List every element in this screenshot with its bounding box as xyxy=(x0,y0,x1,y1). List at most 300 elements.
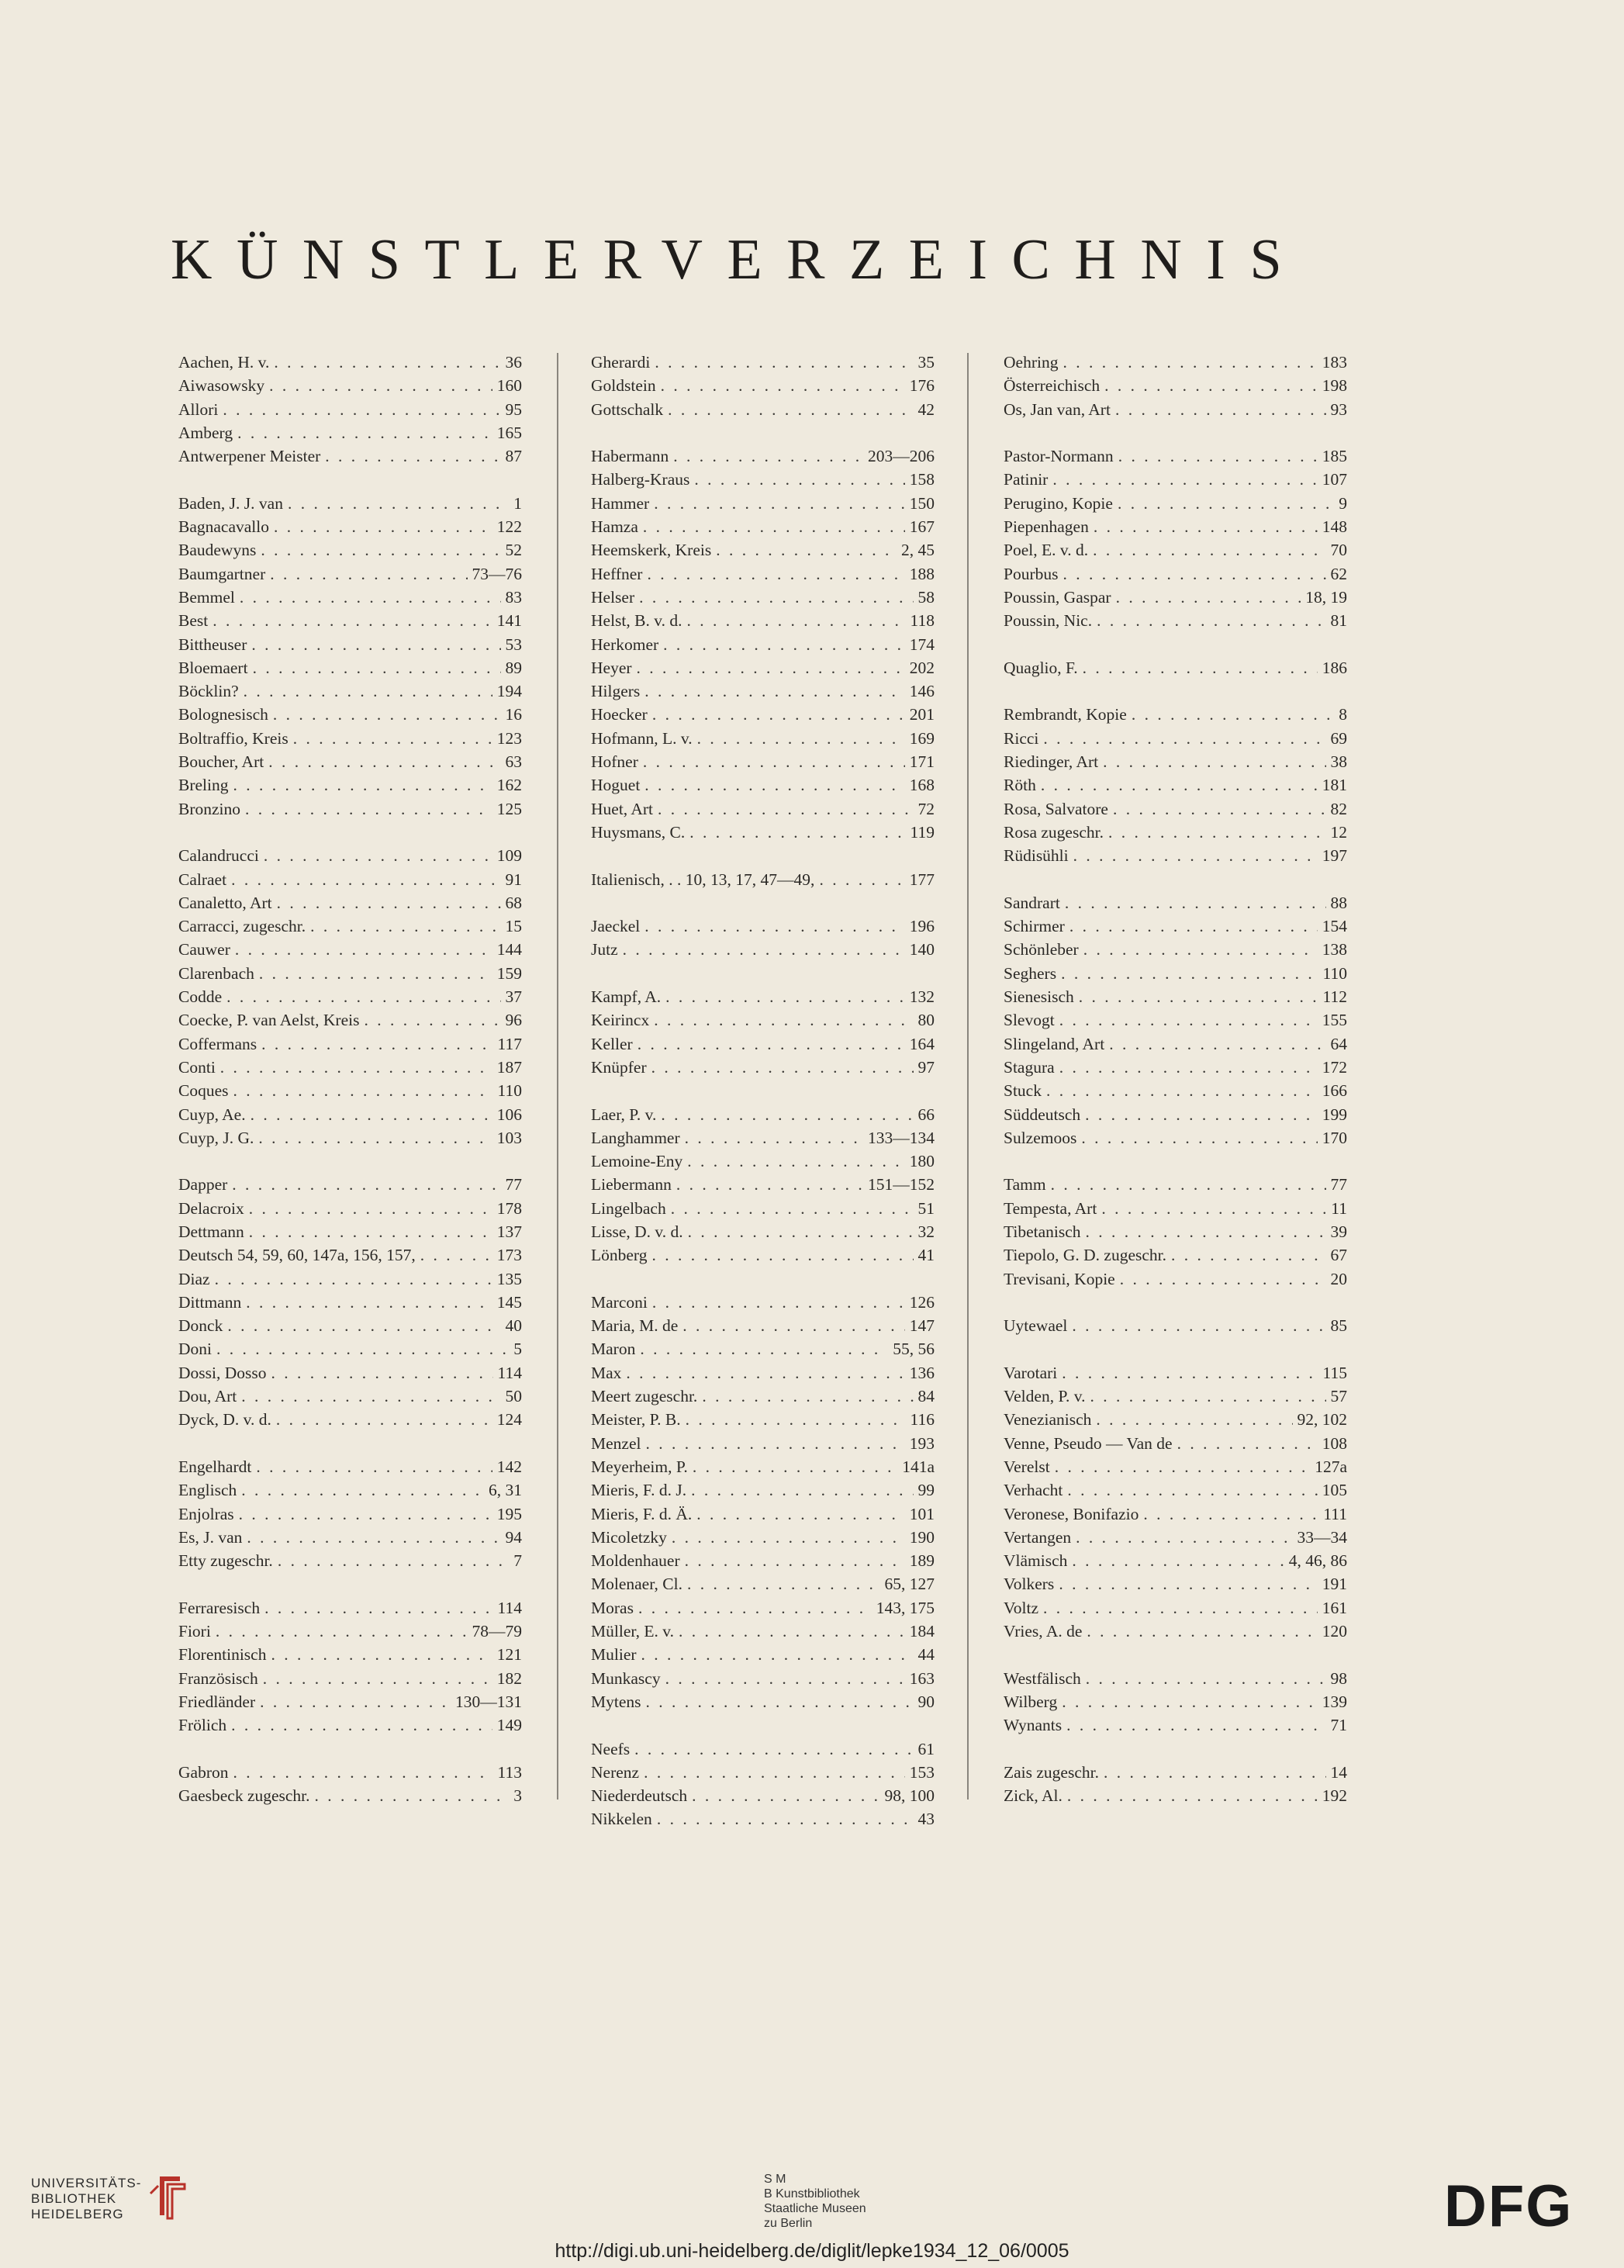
catalog-number: 67 xyxy=(1330,1246,1347,1265)
catalog-number: 133—134 xyxy=(868,1128,935,1147)
catalog-number: 39 xyxy=(1330,1222,1347,1241)
index-entry xyxy=(178,398,522,421)
artist-name: Goldstein xyxy=(591,376,656,396)
artist-name: Gottschalk xyxy=(591,399,664,419)
artist-name: Calraet xyxy=(178,870,227,889)
index-entry xyxy=(591,868,935,891)
index-entry xyxy=(591,586,935,609)
artist-name: Lingelbach xyxy=(591,1198,666,1218)
catalog-number: 171 xyxy=(909,752,935,772)
dot-leader xyxy=(646,1690,914,1713)
index-entry xyxy=(1004,1267,1347,1291)
index-entry xyxy=(178,421,522,444)
artist-name: Max xyxy=(591,1363,622,1382)
letter-group-gap xyxy=(1004,1291,1347,1314)
artist-name: Österreichisch xyxy=(1004,376,1101,396)
dot-leader xyxy=(688,1220,914,1243)
artist-name: Moras xyxy=(591,1598,634,1617)
index-entry xyxy=(1004,1502,1347,1526)
catalog-number: 201 xyxy=(909,705,935,724)
artist-name: Nikkelen xyxy=(591,1810,652,1829)
dot-leader xyxy=(233,1761,492,1784)
dot-leader xyxy=(1067,1478,1317,1502)
dot-leader xyxy=(213,609,492,632)
dot-leader xyxy=(689,821,905,844)
dot-leader xyxy=(1096,1408,1292,1431)
index-entry xyxy=(591,727,935,750)
artist-name: Dittmann xyxy=(178,1292,242,1312)
dot-leader xyxy=(682,1314,905,1337)
catalog-number: 63 xyxy=(505,752,522,772)
catalog-number: 197 xyxy=(1322,846,1347,866)
dot-leader xyxy=(249,1197,492,1220)
dot-leader xyxy=(270,562,467,586)
catalog-number: 77 xyxy=(505,1175,522,1195)
index-entry xyxy=(591,1408,935,1431)
artist-name: Hilgers xyxy=(591,682,641,701)
artist-name: Slevogt xyxy=(1004,1011,1055,1030)
letter-group-gap xyxy=(591,844,935,867)
dot-leader xyxy=(652,703,905,726)
letter-group-gap xyxy=(1004,1337,1347,1360)
artist-name: Habermann xyxy=(591,447,669,466)
index-entry xyxy=(1004,468,1347,491)
index-entry xyxy=(1004,398,1347,421)
artist-name: Wilberg xyxy=(1004,1692,1058,1711)
letter-group-gap xyxy=(178,1150,522,1173)
dot-leader xyxy=(216,1620,468,1643)
dot-leader xyxy=(1097,609,1325,632)
catalog-number: 87 xyxy=(505,447,522,466)
dot-leader xyxy=(1103,750,1325,773)
catalog-number: 111 xyxy=(1323,1504,1347,1523)
index-entry xyxy=(178,1549,522,1572)
dot-leader xyxy=(240,586,501,609)
catalog-number: 196 xyxy=(909,917,935,936)
index-entry xyxy=(178,562,522,586)
index-entry xyxy=(1004,1690,1347,1713)
catalog-number: 84 xyxy=(917,1387,935,1406)
artist-name: Sandrart xyxy=(1004,893,1060,912)
artist-name: Cuyp, J. G. xyxy=(178,1128,254,1147)
catalog-number: 165 xyxy=(496,423,522,442)
catalog-number: 120 xyxy=(1322,1622,1347,1641)
catalog-number: 14 xyxy=(1330,1762,1347,1782)
dot-leader xyxy=(315,1784,510,1807)
artist-name: Hamza xyxy=(591,517,638,537)
catalog-number: 166 xyxy=(1322,1081,1347,1101)
artist-name: Perugino, Kopie xyxy=(1004,493,1113,513)
catalog-number: 160 xyxy=(496,376,522,396)
artist-name: Keller xyxy=(591,1034,633,1053)
letter-group-gap xyxy=(1004,679,1347,703)
catalog-number: 172 xyxy=(1322,1057,1347,1077)
dot-leader xyxy=(231,1713,492,1737)
artist-name: Vries, A. de xyxy=(1004,1622,1083,1641)
dot-leader xyxy=(716,538,897,562)
dot-leader xyxy=(1061,962,1318,985)
artist-name: Patinir xyxy=(1004,470,1049,489)
dot-leader xyxy=(623,938,905,961)
index-entry xyxy=(591,351,935,374)
dot-leader xyxy=(264,1596,492,1620)
artist-name: Allori xyxy=(178,399,219,419)
catalog-number: 169 xyxy=(909,728,935,748)
artist-name: Velden, P. v. xyxy=(1004,1387,1086,1406)
index-entry xyxy=(591,1478,935,1502)
index-entry xyxy=(178,1079,522,1102)
index-entry xyxy=(591,1032,935,1056)
index-entry xyxy=(1004,1549,1347,1572)
index-entry xyxy=(178,773,522,797)
catalog-number: 41 xyxy=(917,1246,935,1265)
artist-name: Os, Jan van, Art xyxy=(1004,399,1111,419)
dot-leader xyxy=(1086,1220,1326,1243)
dot-leader xyxy=(293,727,492,750)
artist-name: Maria, M. de xyxy=(591,1316,679,1336)
catalog-number: 113 xyxy=(497,1762,522,1782)
catalog-number: 80 xyxy=(917,1011,935,1030)
artist-name: Volkers xyxy=(1004,1575,1055,1594)
artist-name: Meister, P. B. xyxy=(591,1410,681,1430)
catalog-number: 149 xyxy=(496,1716,522,1735)
artist-name: Boucher, Art xyxy=(178,752,264,772)
dot-leader xyxy=(661,374,905,397)
catalog-number: 116 xyxy=(910,1410,935,1430)
artist-name: Antwerpener Meister xyxy=(178,447,321,466)
artist-name: Herkomer xyxy=(591,634,659,654)
index-entry xyxy=(591,609,935,632)
source-url[interactable]: http://digi.ub.uni-heidelberg.de/diglit/lepke1934_12_06/0005 xyxy=(555,2240,1069,2262)
artist-name: Englisch xyxy=(178,1481,237,1500)
artist-name: Italienisch, . . 10, 13, 17, 47—49, xyxy=(591,870,815,889)
dot-leader xyxy=(1118,492,1334,515)
catalog-number: 92, 102 xyxy=(1297,1410,1347,1430)
dot-leader xyxy=(246,1291,492,1314)
artist-name: Müller, E. v. xyxy=(591,1622,675,1641)
catalog-number: 81 xyxy=(1330,611,1347,631)
artist-name: Munkascy xyxy=(591,1668,661,1688)
index-entry xyxy=(178,1032,522,1056)
artist-name: Breling xyxy=(178,776,229,795)
catalog-number: 77 xyxy=(1330,1175,1347,1195)
artist-name: Laer, P. v. xyxy=(591,1105,657,1124)
index-entry xyxy=(178,1337,522,1360)
index-entry xyxy=(591,985,935,1008)
dot-leader xyxy=(665,985,905,1008)
index-entry xyxy=(178,1478,522,1502)
index-entry xyxy=(178,1056,522,1079)
artist-name: Heemskerk, Kreis xyxy=(591,541,712,560)
artist-name: Florentinisch xyxy=(178,1645,267,1665)
artist-name: Slingeland, Art xyxy=(1004,1034,1105,1053)
artist-name: Huet, Art xyxy=(591,799,654,818)
index-entry xyxy=(591,1502,935,1526)
artist-name: Tamm xyxy=(1004,1175,1046,1195)
index-entry xyxy=(1004,1713,1347,1737)
dot-leader xyxy=(273,703,501,726)
catalog-number: 40 xyxy=(505,1316,522,1336)
letter-group-gap xyxy=(178,1572,522,1596)
dot-leader xyxy=(1104,374,1318,397)
dot-leader xyxy=(679,1620,905,1643)
index-entry xyxy=(1004,844,1347,867)
index-entry xyxy=(1004,1596,1347,1620)
dot-leader xyxy=(686,1408,906,1431)
catalog-number: 119 xyxy=(910,822,935,842)
index-entry xyxy=(178,444,522,468)
letter-group-gap xyxy=(591,1713,935,1737)
index-entry xyxy=(591,1220,935,1243)
catalog-number: 183 xyxy=(1322,353,1347,372)
catalog-number: 198 xyxy=(1322,376,1347,396)
dot-leader xyxy=(640,1337,888,1360)
index-entry xyxy=(591,1197,935,1220)
catalog-number: 7 xyxy=(513,1551,522,1571)
catalog-number: 126 xyxy=(909,1292,935,1312)
dot-leader xyxy=(1073,844,1318,867)
catalog-number: 9 xyxy=(1339,493,1347,513)
artist-name: Röth xyxy=(1004,776,1036,795)
dot-leader xyxy=(668,398,913,421)
catalog-number: 145 xyxy=(496,1292,522,1312)
artist-name: Liebermann xyxy=(591,1175,672,1195)
artist-name: Kampf, A. xyxy=(591,987,662,1007)
index-entry xyxy=(591,938,935,961)
artist-name: Rembrandt, Kopie xyxy=(1004,705,1127,724)
dot-leader xyxy=(256,1455,492,1478)
artist-name: Schönleber xyxy=(1004,940,1079,959)
catalog-number: 103 xyxy=(496,1128,522,1147)
index-entry xyxy=(1004,727,1347,750)
catalog-number: 192 xyxy=(1322,1786,1347,1806)
index-entry xyxy=(1004,891,1347,914)
index-entry xyxy=(1004,1126,1347,1150)
footer xyxy=(0,2149,1624,2268)
index-entry xyxy=(591,750,935,773)
catalog-number: 117 xyxy=(497,1034,522,1053)
catalog-number: 71 xyxy=(1330,1716,1347,1735)
artist-name: Carracci, zugeschr. xyxy=(178,917,306,936)
artist-name: Knüpfer xyxy=(591,1057,647,1077)
letter-group-gap xyxy=(178,821,522,844)
catalog-number: 44 xyxy=(917,1645,935,1665)
artist-name: Baden, J. J. van xyxy=(178,493,283,513)
catalog-number: 182 xyxy=(496,1668,522,1688)
catalog-number: 20 xyxy=(1330,1269,1347,1288)
dot-leader xyxy=(639,586,913,609)
catalog-number: 191 xyxy=(1322,1575,1347,1594)
dot-leader xyxy=(626,1361,904,1385)
index-entry xyxy=(178,1408,522,1431)
catalog-number: 115 xyxy=(1322,1363,1347,1382)
artist-name: Coecke, P. van Aelst, Kreis xyxy=(178,1011,360,1030)
artist-name: Veronese, Bonifazio xyxy=(1004,1504,1139,1523)
catalog-number: 189 xyxy=(909,1551,935,1571)
index-entry xyxy=(1004,538,1347,562)
index-entry xyxy=(178,1596,522,1620)
catalog-number: 4, 46, 86 xyxy=(1288,1551,1347,1571)
index-entry xyxy=(178,679,522,703)
catalog-number: 89 xyxy=(505,658,522,677)
dot-leader xyxy=(1094,515,1318,538)
artist-name: Trevisani, Kopie xyxy=(1004,1269,1115,1288)
catalog-number: 52 xyxy=(505,541,522,560)
index-entry xyxy=(591,1432,935,1455)
dot-leader xyxy=(278,1549,509,1572)
catalog-number: 167 xyxy=(909,517,935,537)
artist-name: Lönberg xyxy=(591,1246,648,1265)
index-entry xyxy=(591,914,935,938)
catalog-number: 73—76 xyxy=(472,564,522,583)
artist-name: Molenaer, Cl. xyxy=(591,1575,682,1594)
index-entry xyxy=(178,703,522,726)
artist-name: Riedinger, Art xyxy=(1004,752,1099,772)
index-entry xyxy=(1004,1385,1347,1408)
dot-leader xyxy=(651,1243,913,1267)
artist-name: Lemoine-Eny xyxy=(591,1152,683,1171)
artist-name: Vlämisch xyxy=(1004,1551,1068,1571)
dot-leader xyxy=(249,1220,492,1243)
dot-leader xyxy=(647,562,904,586)
artist-name: Poussin, Nic. xyxy=(1004,611,1093,631)
index-entry xyxy=(178,1713,522,1737)
dot-leader xyxy=(261,1032,492,1056)
index-entry xyxy=(178,492,522,515)
index-entry xyxy=(591,444,935,468)
artist-name: Gherardi xyxy=(591,353,651,372)
artist-name: Seghers xyxy=(1004,963,1057,983)
artist-name: Amberg xyxy=(178,423,233,442)
index-entry xyxy=(1004,821,1347,844)
dot-leader xyxy=(227,1314,500,1337)
index-entry xyxy=(1004,351,1347,374)
catalog-number: 3 xyxy=(513,1786,522,1806)
index-entry xyxy=(1004,750,1347,773)
dot-leader xyxy=(685,1126,863,1150)
catalog-number: 158 xyxy=(909,470,935,489)
dot-leader xyxy=(263,1667,492,1690)
dot-leader xyxy=(687,1150,905,1173)
catalog-number: 110 xyxy=(497,1081,522,1101)
artist-name: Piepenhagen xyxy=(1004,517,1089,537)
dot-leader xyxy=(1116,586,1301,609)
catalog-number: 138 xyxy=(1322,940,1347,959)
artist-name: Coffermans xyxy=(178,1034,257,1053)
artist-name: Halberg-Kraus xyxy=(591,470,690,489)
index-entry xyxy=(1004,1455,1347,1478)
artist-name: Poel, E. v. d. xyxy=(1004,541,1089,560)
index-entry xyxy=(591,562,935,586)
artist-name: Tibetanisch xyxy=(1004,1222,1081,1241)
catalog-number: 18, 19 xyxy=(1305,587,1347,607)
index-entry xyxy=(1004,962,1347,985)
catalog-number: 146 xyxy=(909,682,935,701)
dot-leader xyxy=(644,773,904,797)
catalog-number: 190 xyxy=(909,1527,935,1547)
index-entry xyxy=(591,1455,935,1478)
index-entry xyxy=(591,374,935,397)
index-entry xyxy=(178,1620,522,1643)
dot-leader xyxy=(233,773,492,797)
artist-name: Mieris, F. d. Ä. xyxy=(591,1504,693,1523)
catalog-number: 114 xyxy=(497,1598,522,1617)
catalog-number: 187 xyxy=(496,1057,522,1077)
artist-name: Huysmans, C. xyxy=(591,822,686,842)
artist-name: Engelhardt xyxy=(178,1457,252,1476)
dot-leader xyxy=(1132,703,1334,726)
artist-name: Best xyxy=(178,611,209,631)
index-entry xyxy=(178,538,522,562)
artist-name: Heffner xyxy=(591,564,643,583)
catalog-number: 125 xyxy=(496,799,522,818)
artist-name: Oehring xyxy=(1004,353,1059,372)
dot-leader xyxy=(819,868,904,891)
catalog-number: 127a xyxy=(1315,1457,1347,1476)
artist-name: Bolognesisch xyxy=(178,705,268,724)
index-entry xyxy=(591,1173,935,1196)
index-entry xyxy=(591,492,935,515)
index-entry xyxy=(591,1784,935,1807)
catalog-number: 148 xyxy=(1322,517,1347,537)
letter-group-gap xyxy=(591,1267,935,1291)
letter-group-gap xyxy=(591,891,935,914)
dot-leader xyxy=(1043,727,1325,750)
artist-name: Dapper xyxy=(178,1175,228,1195)
artist-name: Wynants xyxy=(1004,1716,1063,1735)
index-entry xyxy=(591,1361,935,1385)
index-entry xyxy=(178,1643,522,1666)
catalog-number: 154 xyxy=(1322,917,1347,936)
index-entry xyxy=(178,609,522,632)
index-entry xyxy=(178,938,522,961)
artist-name: Vertangen xyxy=(1004,1527,1072,1547)
artist-name: Langhammer xyxy=(591,1128,680,1147)
index-entry xyxy=(178,1761,522,1784)
catalog-number: 141 xyxy=(496,611,522,631)
dot-leader xyxy=(673,444,863,468)
index-entry xyxy=(1004,1056,1347,1079)
dot-leader xyxy=(676,1173,863,1196)
index-entry xyxy=(591,797,935,821)
dot-leader xyxy=(1072,1314,1325,1337)
dot-leader xyxy=(1104,1761,1326,1784)
catalog-number: 37 xyxy=(505,987,522,1007)
artist-name: Meert zugeschr. xyxy=(591,1387,698,1406)
dot-leader xyxy=(274,515,492,538)
dot-leader xyxy=(1093,538,1325,562)
artist-index xyxy=(0,351,1624,1829)
catalog-number: 188 xyxy=(909,564,935,583)
artist-name: Frölich xyxy=(178,1716,227,1735)
catalog-number: 68 xyxy=(505,893,522,912)
dot-leader xyxy=(231,868,500,891)
letter-group-gap xyxy=(1004,1150,1347,1173)
index-entry xyxy=(591,1526,935,1549)
catalog-number: 69 xyxy=(1330,728,1347,748)
catalog-number: 72 xyxy=(917,799,935,818)
page-title: KÜNSTLERVERZEICHNIS xyxy=(171,228,1307,292)
index-column-3 xyxy=(1004,351,1347,1807)
dot-leader xyxy=(1085,1103,1318,1126)
catalog-number: 16 xyxy=(505,705,522,724)
artist-name: Bronzino xyxy=(178,799,241,818)
catalog-number: 178 xyxy=(496,1198,522,1218)
dot-leader xyxy=(245,797,492,821)
artist-name: Dou, Art xyxy=(178,1387,237,1406)
artist-name: Mytens xyxy=(591,1692,641,1711)
catalog-number: 88 xyxy=(1330,893,1347,912)
